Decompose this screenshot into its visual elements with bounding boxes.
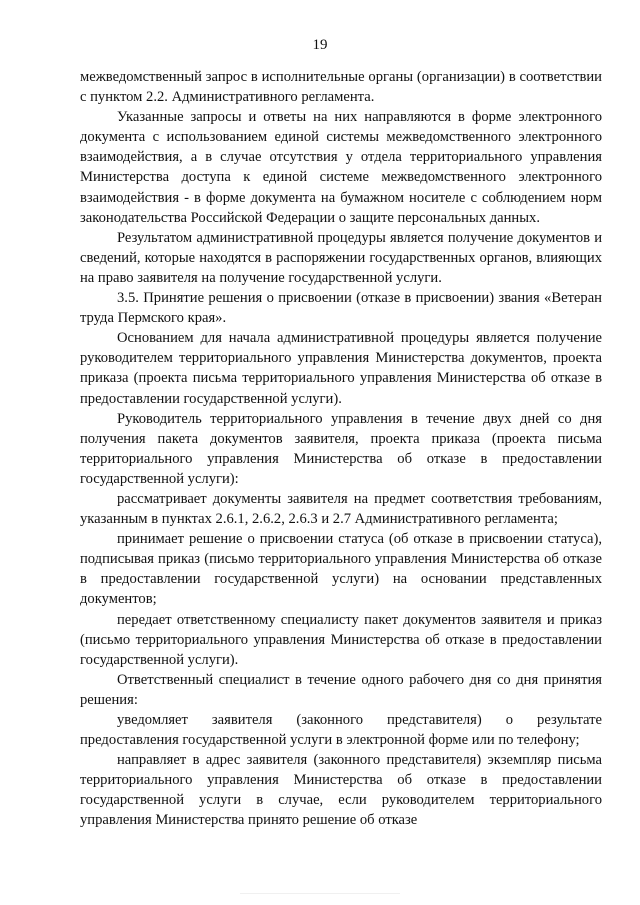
list-item: рассматривает документы заявителя на предмет соответствия требованиям, указанным в пунктах 2.6.1, 2.6.2, 2.6.3 и 2.7 Административного регламента; bbox=[80, 490, 602, 528]
section-heading-3-5: 3.5. Принятие решения о присвоении (отказе в присвоении) звания «Ветеран труда Пермского края». bbox=[80, 290, 602, 327]
paragraph: Руководитель территориального управления в течение двух дней со дня получения пакета документов заявителя, проекта приказа (проекта письма территориального управления Министерства об отказе в предоставлении государственной услуги): bbox=[80, 410, 602, 487]
list-item: принимает решение о присвоении статуса (об отказе в присвоении статуса), подписывая приказ (письмо территориального управления Министерства об отказе в предоставлении государственной услуги) на основании представленных документов; bbox=[80, 531, 602, 608]
paragraph: Указанные запросы и ответы на них направляются в форме электронного документа с использованием единой системы межведомственного электронного взаимодействия, а в случае отсутствия у отдела территориального управления Министерства доступа к единой системе межведомственного электронного взаимодействия - в форме документа на бумажном носителе с соблюдением норм законодательства Российской Федерации о защите персональных данных. bbox=[80, 109, 602, 226]
page-number: 19 bbox=[312, 37, 328, 53]
scan-artifact bbox=[240, 893, 400, 894]
paragraph-continuation: межведомственный запрос в исполнительные органы (организации) в соответствии с пунктом 2.2. Административного регламента. bbox=[80, 69, 602, 106]
paragraph: Основанием для начала административной процедуры является получение руководителем территориального управления Министерства документов, проекта приказа (проекта письма территориального управления Министерства об отказе в предоставлении государственной услуги). bbox=[80, 330, 602, 407]
document-body bbox=[80, 67, 602, 831]
paragraph: Ответственный специалист в течение одного рабочего дня со дня принятия решения: bbox=[80, 671, 602, 708]
list-item: уведомляет заявителя (законного представителя) о результате предоставления государственной услуги в электронной форме или по телефону; bbox=[80, 712, 602, 749]
list-item: направляет в адрес заявителя (законного представителя) экземпляр письма территориального управления Министерства об отказе в предоставлении государственной услуги в случае, если руководителем территориального управления Министерства принято решение об отказе bbox=[80, 752, 602, 829]
paragraph: Результатом административной процедуры является получение документов и сведений, которые находятся в распоряжении государственных органов, влияющих на право заявителя на получение государственной услуги. bbox=[80, 229, 602, 286]
list-item: передает ответственному специалисту пакет документов заявителя и приказ (письмо территориального управления Министерства об отказе в предоставлении государственной услуги). bbox=[80, 611, 602, 668]
